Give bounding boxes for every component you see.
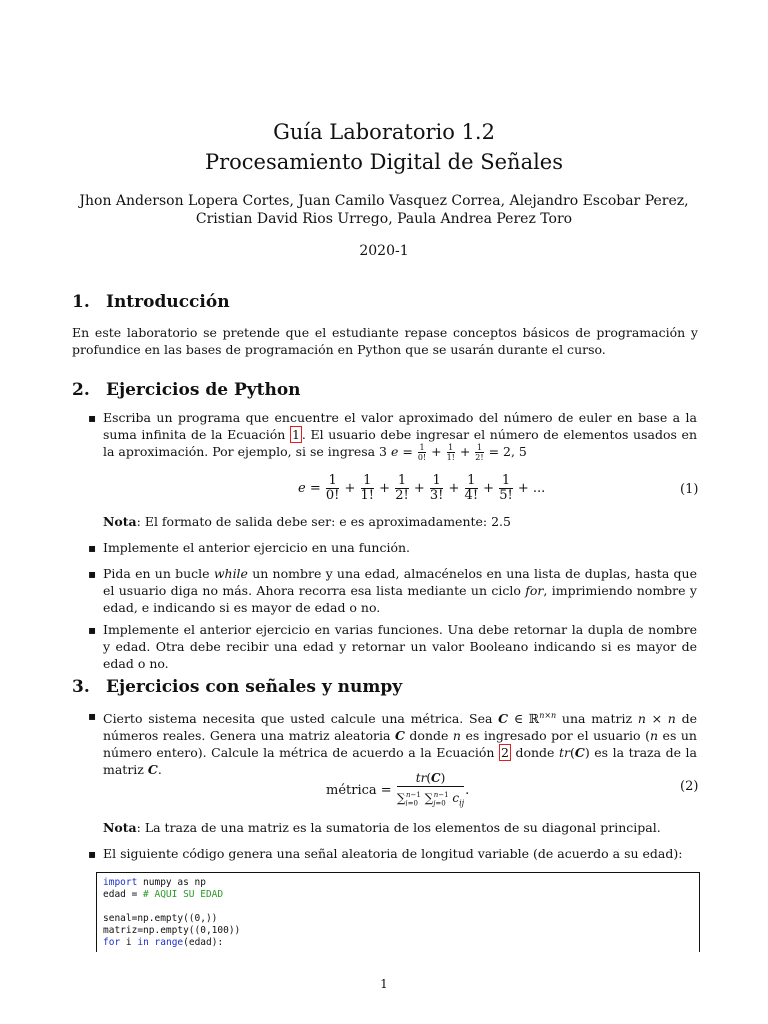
code-keyword: for [103, 937, 121, 948]
equation-1: e = $\frac{1}{0!}$ + $\frac{1}{1!}$ + $\frac{1}{2!}$ + $\frac{1}{3!}$ + $\frac{1}{4!}$ + $\frac{1}{5!}$ + ... [298, 473, 546, 503]
nota-text: : La traza de una matriz es la sumatoria de los elementos de su diagonal principal. [136, 820, 661, 835]
authors-line2: Cristian David Rios Urrego, Paula Andrea Perez Toro [195, 211, 573, 227]
code-text: i [120, 937, 138, 948]
sec3-item-1: Cierto sistema necesita que usted calcule una métrica. Sea C ∈ ℝ$^{n\times n}$ una matriz n × n de números reales. Genera una matriz aleatoria C donde n es ingresado por el usuario (n es un número entero). Calcule la métrica de acuerdo a la Ecuación 2 donde tr(C) es la traza de la matriz C. [103, 711, 698, 778]
math-C: C [498, 711, 509, 727]
nota-text: : El formato de salida debe ser: e es aproximadamente: 2.5 [136, 514, 511, 529]
code-keyword: import [103, 877, 138, 888]
inline-eq-result: = 2, 5 [484, 444, 527, 459]
code-block [96, 872, 700, 952]
section-2-title: Ejercicios de Python [106, 380, 301, 400]
code-text: matriz=np.empty((0,100)) [103, 925, 241, 936]
sec3-item-1-text-a: Cierto sistema necesita que usted calcule una métrica. Sea [103, 711, 499, 727]
section-3-number: 3. [72, 677, 90, 697]
eq-1-link[interactable]: 1 [291, 427, 300, 442]
doc-title-line2: Procesamiento Digital de Señales [204, 150, 564, 174]
section-3-title: Ejercicios con señales y numpy [106, 677, 403, 697]
eq1-frac-5: $\frac{1}{5!}$ [499, 473, 513, 503]
eq2-lhs: métrica = [326, 783, 392, 799]
code-text: (edad): [183, 937, 224, 948]
eq2-frac: $\frac{tr(C)}{\sum_{i=0}^{n-1} \sum_{j=0}^{n-1} c_{ij}}$ [396, 771, 465, 808]
sec2-item-3-text-c: , imprimiendo nombre y edad, e indicando si es mayor de edad o no. [103, 583, 697, 615]
sec3-nota [103, 819, 697, 836]
eq1-tail: + ... [517, 481, 546, 496]
sec3-item-1-text-f: es un número entero). Calcule la métrica de acuerdo a la Ecuación [103, 728, 697, 761]
inline-frac-1: $\frac{1}{1!}$ [446, 443, 455, 462]
keyword-while: while [213, 566, 248, 581]
sec3-item-1-text-h: es la traza de la matriz [103, 745, 698, 778]
equation-2: métrica = $\frac{tr(C)}{\sum_{i=0}^{n-1} \sum_{j=0}^{n-1} c_{ij}}$ . [326, 770, 469, 811]
eq1-lhs: e = [298, 481, 321, 496]
inline-frac-0: $\frac{1}{0!}$ [417, 443, 427, 462]
sec3-item-2: El siguiente código genera una señal aleatoria de longitud variable (de acuerdo a su edad): [103, 846, 683, 861]
sec2-item-3-text-b: un nombre y una edad, almacénelos en una lista de duplas, hasta que el usuario diga no más. Ahora recorra esa lista mediante un ciclo [103, 566, 697, 598]
section-1-number: 1. [72, 292, 90, 312]
doc-title-line1: Guía Laboratorio 1.2 [273, 120, 495, 144]
sec2-item-1: Escriba un programa que encuentre el valor aproximado del número de euler en base a la suma infinita de la Ecuación 1 . El usuario debe ingresar el número de elementos usados en la aproximación. Por ejemplo, si se ingresa 3 e = $\frac{1}{0!}$ + $\frac{1}{1!}$ + $\frac{1}{2!}$ = 2, 5 [103, 410, 698, 462]
sec3-item-1-text-c: de números reales. Genera una matriz aleatoria [103, 711, 697, 744]
inline-e: e [391, 444, 399, 459]
section-3-heading [72, 677, 402, 697]
inline-frac-2: $\frac{1}{2!}$ [475, 443, 484, 462]
bullet-marker: ▪ [88, 847, 97, 861]
sec3-item-1-text-d: donde [404, 728, 453, 744]
bullet-marker: ▪ [88, 709, 97, 723]
sec2-item-3 [103, 565, 697, 616]
sec2-item-2: Implemente el anterior ejercicio en una función. [103, 540, 410, 555]
sec2-item-3-text-a: Pida en un bucle [103, 566, 214, 581]
bullet-marker: ▪ [88, 411, 97, 425]
sec3-item-1-text-b: una matriz [556, 711, 638, 727]
equation-1-number: (1) [680, 482, 699, 497]
sec2-item-4: Implemente el anterior ejercicio en varias funciones. Una debe retornar la dupla de nombre y edad. Otra debe recibir una edad y retornar un valor Booleano indicando si es mayor de edad o no. [103, 622, 697, 671]
page-number: 1 [380, 977, 388, 991]
authors-line1: Jhon Anderson Lopera Cortes, Juan Camilo Vasquez Correa, Alejandro Escobar Perez, [79, 193, 689, 209]
section-1-paragraph: En este laboratorio se pretende que el estudiante repase conceptos básicos de programación y profundice en las bases de programación en Python que se usarán durante el curso. [72, 325, 698, 357]
bullet-marker: ▪ [88, 541, 97, 555]
keyword-for: for [525, 583, 544, 598]
code-text: edad = [103, 889, 144, 900]
nota-label: Nota [103, 820, 137, 835]
bullet-marker: ▪ [88, 567, 97, 581]
eq1-frac-0: $\frac{1}{0!}$ [325, 473, 340, 503]
nota-label: Nota [103, 514, 137, 529]
code-builtin: range [154, 937, 184, 948]
eq1-frac-4: $\frac{1}{4!}$ [464, 473, 479, 503]
code-comment: # AQUI SU EDAD [143, 889, 224, 900]
sec2-nota [103, 513, 697, 530]
section-1-heading [72, 292, 230, 312]
sec2-item-1-text-b: . El usuario debe ingresar el número de elementos usados en la aproximación. Por ejemplo, si se ingresa 3 [103, 427, 698, 459]
bullet-marker: ▪ [88, 623, 97, 637]
eq-2-link[interactable]: 2 [500, 745, 509, 761]
eq1-frac-2: $\frac{1}{2!}$ [395, 473, 409, 503]
sec2-item-1-text-a: Escriba un programa que encuentre el valor aproximado del número de euler en base a la suma infinita de la Ecuación [103, 410, 697, 442]
equation-2-number: (2) [680, 779, 699, 794]
section-1-title: Introducción [106, 292, 230, 312]
eq1-frac-1: $\frac{1}{1!}$ [360, 473, 375, 503]
eq1-frac-3: $\frac{1}{3!}$ [429, 473, 444, 503]
code-keyword: in [137, 937, 149, 948]
code-text: numpy as np [137, 877, 206, 888]
section-2-heading [72, 380, 301, 400]
sec3-item-1-text-e: es ingresado por el usuario ( [460, 728, 650, 744]
code-text: senal=np.empty((0,)) [103, 913, 218, 924]
sec3-item-1-text-g: donde [510, 745, 559, 761]
doc-year: 2020-1 [359, 243, 409, 259]
section-2-number: 2. [72, 380, 90, 400]
